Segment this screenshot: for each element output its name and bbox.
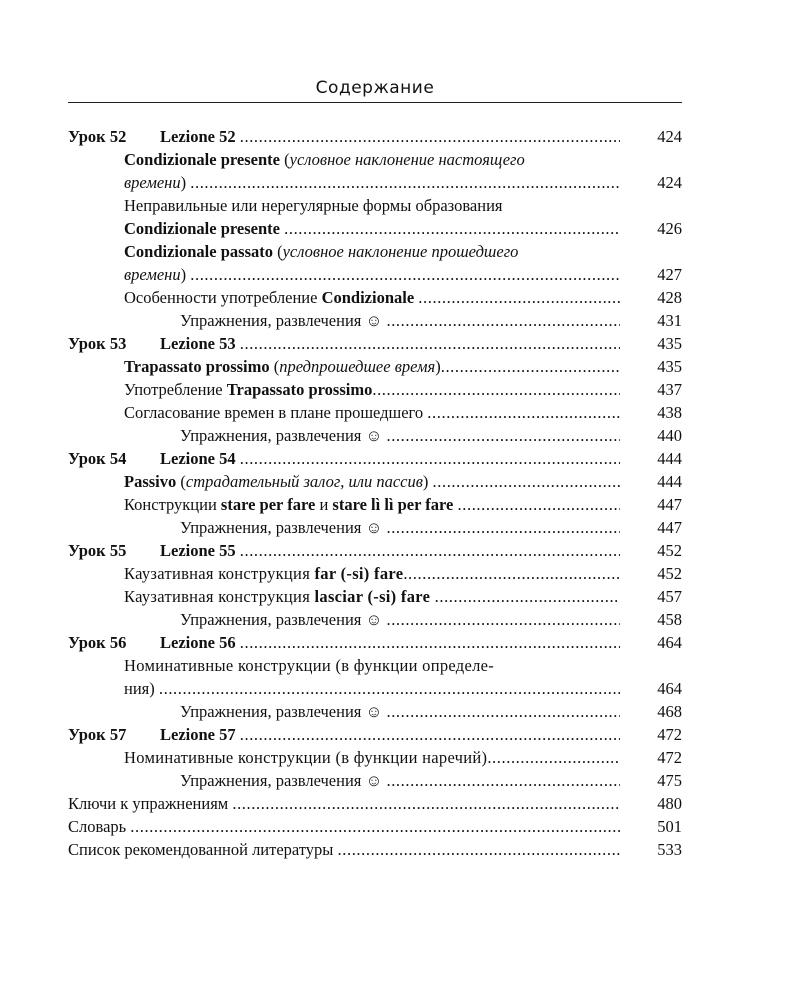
toc-entry — [68, 286, 682, 309]
entry-bold: far (-si) fare — [314, 564, 404, 583]
page-number: 475 — [657, 771, 682, 790]
page-number: 452 — [657, 564, 682, 583]
page-number: 447 — [657, 518, 682, 537]
page-number: 431 — [657, 311, 682, 330]
entry-paren: ) — [435, 357, 441, 376]
entry-text: и — [315, 495, 333, 514]
toc-entry — [68, 240, 682, 263]
entry-paren: ) — [180, 265, 187, 284]
entry-text: Каузативная конструкция — [124, 564, 315, 583]
entry-paren: ( — [280, 150, 290, 169]
lesson-number: Урок 56 — [68, 633, 127, 652]
entry-bold: Trapassato prossimo — [124, 357, 270, 376]
toc-entry — [68, 562, 682, 585]
table-of-contents — [68, 125, 682, 861]
page-number: 464 — [657, 679, 682, 698]
entry-bold: Passivo — [124, 472, 177, 491]
toc-entry — [68, 148, 682, 171]
lesson-title: Lezione 54 — [160, 449, 236, 468]
entry-text: Конструкции — [124, 495, 221, 514]
lesson-title: Lezione 55 — [160, 541, 236, 560]
entry-bold: Trapassato prossimo — [226, 380, 373, 399]
page-number: 424 — [657, 173, 682, 192]
entry-text: ния) — [124, 679, 159, 698]
entry-paren: ( — [176, 472, 186, 491]
page-number: 464 — [657, 633, 682, 652]
page-number: 440 — [657, 426, 682, 445]
toc-entry — [68, 355, 682, 378]
entry-italic: условное наклонение настоящего — [289, 150, 525, 169]
page-number: 424 — [657, 127, 682, 146]
lesson-number: Урок 57 — [68, 725, 127, 744]
toc-exercises — [68, 608, 682, 631]
page-header-title: Содержание — [315, 78, 435, 98]
toc-lesson-55 — [68, 539, 682, 562]
lesson-title: Lezione 56 — [160, 633, 236, 652]
toc-entry — [68, 378, 682, 401]
entry-text: Неправильные или нерегулярные формы образования — [124, 196, 503, 215]
toc-answer-keys — [68, 792, 682, 815]
entry-bold: stare lì lì per fare — [332, 495, 454, 514]
toc-lesson-54 — [68, 447, 682, 470]
page-number: 533 — [657, 840, 682, 859]
entry-text: Особенности употребление — [124, 288, 322, 307]
entry-text: Список рекомендованной литературы — [68, 840, 338, 859]
toc-entry — [68, 654, 682, 677]
lesson-title: Lezione 53 — [160, 334, 236, 353]
page-number: 452 — [657, 541, 682, 560]
entry-text: Каузативная конструкция — [124, 587, 315, 606]
entry-italic: страдательный залог, или пассив — [185, 472, 423, 491]
toc-entry-continued — [68, 263, 682, 286]
page-number: 472 — [657, 748, 682, 767]
entry-italic: времени — [124, 173, 181, 192]
entry-text: Согласование времен в плане прошедшего — [124, 403, 428, 422]
entry-paren: ( — [272, 242, 283, 261]
toc-exercises — [68, 769, 682, 792]
lesson-title: Lezione 52 — [160, 127, 236, 146]
toc-lesson-53 — [68, 332, 682, 355]
header-rule — [68, 102, 682, 103]
toc-entry — [68, 585, 682, 608]
toc-entry — [68, 493, 682, 516]
entry-bold: lasciar (-si) fare — [314, 587, 431, 606]
toc-dictionary — [68, 815, 682, 838]
toc-lesson-56 — [68, 631, 682, 654]
toc-entry — [68, 746, 682, 769]
toc-entry-continued — [68, 677, 682, 700]
toc-entry-continued — [68, 171, 682, 194]
entry-paren: ) — [422, 472, 429, 491]
page-number: 438 — [657, 403, 682, 422]
page-number: 458 — [657, 610, 682, 629]
entry-italic: условное наклонение прошедшего — [282, 242, 519, 261]
entry-text: Упражнения, развлечения ☺ — [180, 426, 383, 445]
page-number: 444 — [657, 449, 682, 468]
page-number: 447 — [657, 495, 682, 514]
lesson-title: Lezione 57 — [160, 725, 236, 744]
lesson-number: Урок 55 — [68, 541, 127, 560]
entry-text: Словарь — [68, 817, 131, 836]
toc-lesson-57 — [68, 723, 682, 746]
page-number: 468 — [657, 702, 682, 721]
page-number: 428 — [657, 288, 682, 307]
page-number: 427 — [657, 265, 682, 284]
toc-exercises — [68, 700, 682, 723]
toc-lesson-52 — [68, 125, 682, 148]
page-number: 444 — [657, 472, 682, 491]
page-number: 435 — [657, 334, 682, 353]
page-number: 426 — [657, 219, 682, 238]
entry-text: Упражнения, развлечения ☺ — [180, 518, 383, 537]
entry-text: Упражнения, развлечения ☺ — [180, 771, 383, 790]
entry-text: Упражнения, развлечения ☺ — [180, 702, 383, 721]
entry-text: Ключи к упражнениям — [68, 794, 233, 813]
page-number: 437 — [657, 380, 682, 399]
entry-bold: Condizionale passato — [124, 242, 273, 261]
entry-paren: ) — [180, 173, 187, 192]
entry-text: Употребление — [124, 380, 227, 399]
lesson-number: Урок 52 — [68, 127, 127, 146]
page-number: 472 — [657, 725, 682, 744]
entry-text: Номинативные конструкции (в функции наречий) — [124, 748, 488, 767]
page-number: 435 — [657, 357, 682, 376]
entry-text: Упражнения, развлечения ☺ — [180, 311, 383, 330]
toc-exercises — [68, 424, 682, 447]
toc-exercises — [68, 516, 682, 539]
page-number: 457 — [657, 587, 682, 606]
entry-italic: времени — [124, 265, 181, 284]
toc-exercises — [68, 309, 682, 332]
toc-bibliography — [68, 838, 682, 861]
entry-bold: Condizionale presente — [124, 219, 280, 238]
entry-text: Упражнения, развлечения ☺ — [180, 610, 383, 629]
toc-entry-continued — [68, 217, 682, 240]
toc-entry — [68, 401, 682, 424]
page-number: 501 — [657, 817, 682, 836]
lesson-number: Урок 54 — [68, 449, 127, 468]
entry-paren: ( — [269, 357, 280, 376]
page-number: 480 — [657, 794, 682, 813]
toc-entry — [68, 470, 682, 493]
lesson-number: Урок 53 — [68, 334, 127, 353]
entry-italic: предпрошедшее время — [279, 357, 436, 376]
entry-bold: Condizionale presente — [124, 150, 280, 169]
entry-bold: Condizionale — [321, 288, 415, 307]
entry-text: Номинативные конструкции (в функции определе- — [124, 656, 495, 675]
entry-bold: stare per fare — [220, 495, 316, 514]
toc-entry — [68, 194, 682, 217]
